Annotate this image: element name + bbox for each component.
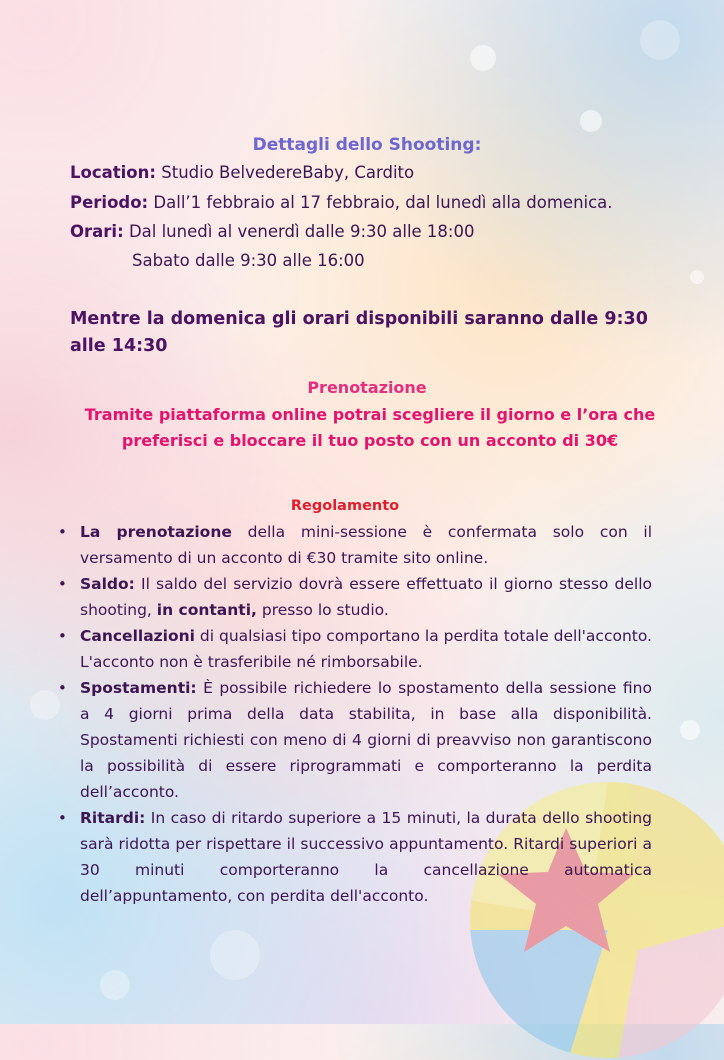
prenotazione-heading: Prenotazione <box>307 378 427 397</box>
location-label: Location: <box>70 163 156 182</box>
orari-line <box>70 222 474 241</box>
rule-text: della mini-sessione è confermata solo con il versamento di un acconto di €30 tramite sito online. <box>80 523 653 567</box>
orari-value: Dal lunedì al venerdì dalle 9:30 alle 18:00 <box>123 222 475 241</box>
bullet-icon: • <box>58 627 67 645</box>
rule-item-spostamenti <box>56 675 652 805</box>
bullet-icon: • <box>58 575 67 593</box>
rule-title: Saldo: <box>80 575 135 593</box>
rule-item-saldo <box>56 571 652 623</box>
rule-text: presso lo studio. <box>256 601 389 619</box>
periodo-value: Dall’1 febbraio al 17 febbraio, dal lunedì alla domenica. <box>148 193 613 212</box>
regolamento-heading: Regolamento <box>290 498 400 514</box>
periodo-line <box>70 193 613 212</box>
prenotazione-body: Tramite piattaforma online potrai scegliere il giorno e l’ora che preferisci e bloccare il tuo posto con un acconto di 30€ <box>84 405 656 450</box>
bullet-icon: • <box>58 679 67 697</box>
regolamento-list <box>56 519 652 909</box>
rule-text: Il saldo del servizio dovrà essere effettuato il giorno stesso dello shooting, <box>80 575 652 619</box>
rule-title: Ritardi: <box>80 809 146 827</box>
rule-item-ritardi <box>56 805 652 909</box>
rule-text: È possibile richiedere lo spostamento della sessione fino a 4 giorni prima della data stabilita, in base alla disponibilità. Spostamenti richiesti con meno di 4 giorni di preavviso non garantiscono la possibilità di essere riprogrammati e comporteranno la perdita dell’acconto. <box>80 679 652 801</box>
rule-item-cancellazioni <box>56 623 652 675</box>
rule-text: di qualsiasi tipo comportano la perdita totale dell'acconto. L'acconto non è trasferibile né rimborsabile. <box>80 627 652 671</box>
bullet-icon: • <box>58 809 67 827</box>
rule-item-prenotazione <box>56 519 652 571</box>
rule-text: In caso di ritardo superiore a 15 minuti, la durata dello shooting sarà ridotta per rispettare il successivo appuntamento. Ritardi superiori a 30 minuti comporteranno la cancellazione automatica dell’appuntamento, con perdita dell'acconto. <box>80 809 652 905</box>
rule-title: Spostamenti: <box>80 679 197 697</box>
sabato-line: Sabato dalle 9:30 alle 16:00 <box>132 251 365 270</box>
details-heading: Dettagli dello Shooting: <box>252 135 482 155</box>
rule-title: Cancellazioni <box>80 627 195 645</box>
rule-emphasis: in contanti, <box>156 601 257 619</box>
periodo-label: Periodo: <box>70 193 149 212</box>
location-line <box>70 163 414 182</box>
orari-label: Orari: <box>70 222 124 241</box>
location-value: Studio BelvedereBaby, Cardito <box>156 163 415 182</box>
bullet-icon: • <box>58 523 67 541</box>
rule-title: La prenotazione <box>80 523 232 541</box>
sunday-hours-text: Mentre la domenica gli orari disponibili saranno dalle 9:30 alle 14:30 <box>70 309 648 356</box>
